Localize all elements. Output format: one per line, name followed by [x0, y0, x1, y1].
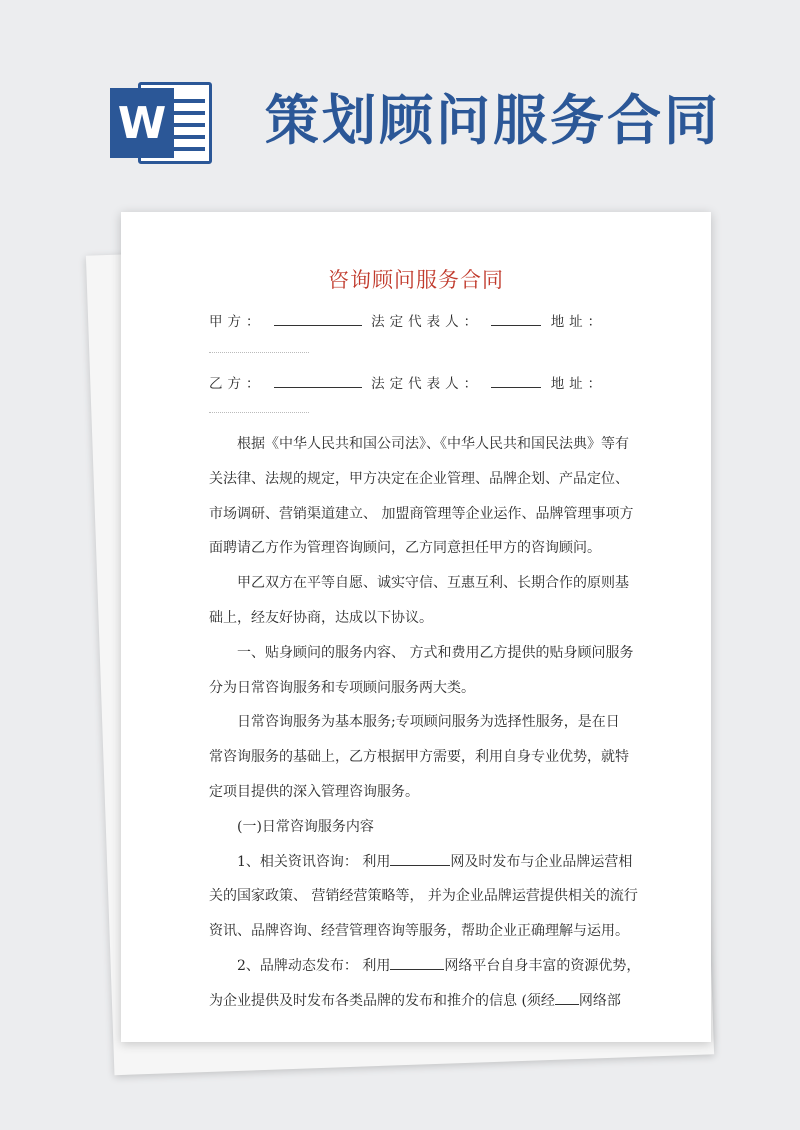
- party-a-addr-label: 地址：: [550, 314, 607, 330]
- word-icon-letter: W: [110, 88, 174, 158]
- party-b-rep-label: 法定代表人：: [371, 376, 483, 392]
- party-a-blank: [274, 313, 362, 326]
- paragraph-line: 根据《中华人民共和国公司法》、《中华人民共和国民法典》等有: [237, 436, 629, 452]
- paragraph-line: 础上，经友好协商，达成以下协议。: [209, 609, 433, 626]
- party-b-line: [209, 372, 606, 392]
- party-b-addr-label: 地址：: [550, 376, 607, 392]
- paragraph-line: [209, 952, 641, 981]
- text-segment: 网络部: [578, 992, 621, 1009]
- party-b-rep-blank: [491, 375, 541, 388]
- paragraph-line: 市场调研、营销渠道建立、 加盟商管理等企业运作、品牌管理事项方: [209, 505, 634, 522]
- paragraph-line: 资讯、品牌咨询、经营管理咨询等服务，帮助企业正确理解与运用。: [209, 923, 629, 940]
- paragraph-line: 关法律、法规的规定，甲方决定在企业管理、品牌企划、产品定位、: [209, 470, 629, 487]
- fill-blank: [390, 957, 444, 970]
- document-title: 咨询顾问服务合同: [328, 268, 504, 292]
- paragraph-line: 面聘请乙方作为管理咨询顾问，乙方同意担任甲方的咨询顾问。: [209, 540, 601, 557]
- paragraph-line: 常咨询服务的基础上，乙方根据甲方需要，利用自身专业优势，就特: [209, 749, 629, 766]
- fill-blank: [390, 853, 450, 866]
- banner-title: 策划顾问服务合同: [265, 89, 721, 152]
- party-b-label: 乙方：: [209, 376, 265, 392]
- text-segment: 2、品牌动态发布： 利用: [237, 957, 391, 974]
- text-segment: 1、相关资讯咨询： 利用: [237, 853, 391, 870]
- paragraph-line: 分为日常咨询服务和专项顾问服务两大类。: [209, 679, 475, 696]
- paragraph-line: 日常咨询服务为基本服务;专项顾问服务为选择性服务，是在日: [237, 714, 620, 731]
- text-segment: 为企业提供及时发布各类品牌的发布和推介的信息 (须经: [209, 992, 555, 1009]
- word-icon: [110, 78, 214, 168]
- section-heading: (一)日常咨询服务内容: [237, 818, 374, 835]
- paragraph-line: [209, 987, 629, 1016]
- document-page: [121, 212, 711, 1042]
- party-a-addr-dots: [209, 352, 309, 353]
- party-b-addr-dots: [209, 412, 309, 413]
- text-segment: 网络平台自身丰富的资源优势，: [444, 957, 641, 974]
- banner: [0, 0, 800, 200]
- paragraph-line: 甲乙双方在平等自愿、诚实守信、互惠互利、长期合作的原则基: [237, 575, 629, 592]
- paragraph-line: 关的国家政策、 营销经营策略等， 并为企业品牌运营提供相关的流行: [209, 888, 638, 905]
- party-a-label: 甲方：: [209, 314, 265, 330]
- party-a-rep-blank: [491, 313, 541, 326]
- party-a-line: [209, 310, 606, 330]
- paragraph-line: [209, 848, 633, 877]
- party-a-rep-label: 法定代表人：: [371, 314, 483, 330]
- paragraph-line: 定项目提供的深入管理咨询服务。: [209, 783, 419, 800]
- contract-body: [209, 430, 641, 1022]
- paragraph-line: 一、贴身顾问的服务内容、 方式和费用乙方提供的贴身顾问服务: [237, 644, 634, 661]
- party-b-blank: [274, 375, 362, 388]
- fill-blank: [555, 992, 579, 1005]
- text-segment: 网及时发布与企业品牌运营相: [450, 853, 633, 870]
